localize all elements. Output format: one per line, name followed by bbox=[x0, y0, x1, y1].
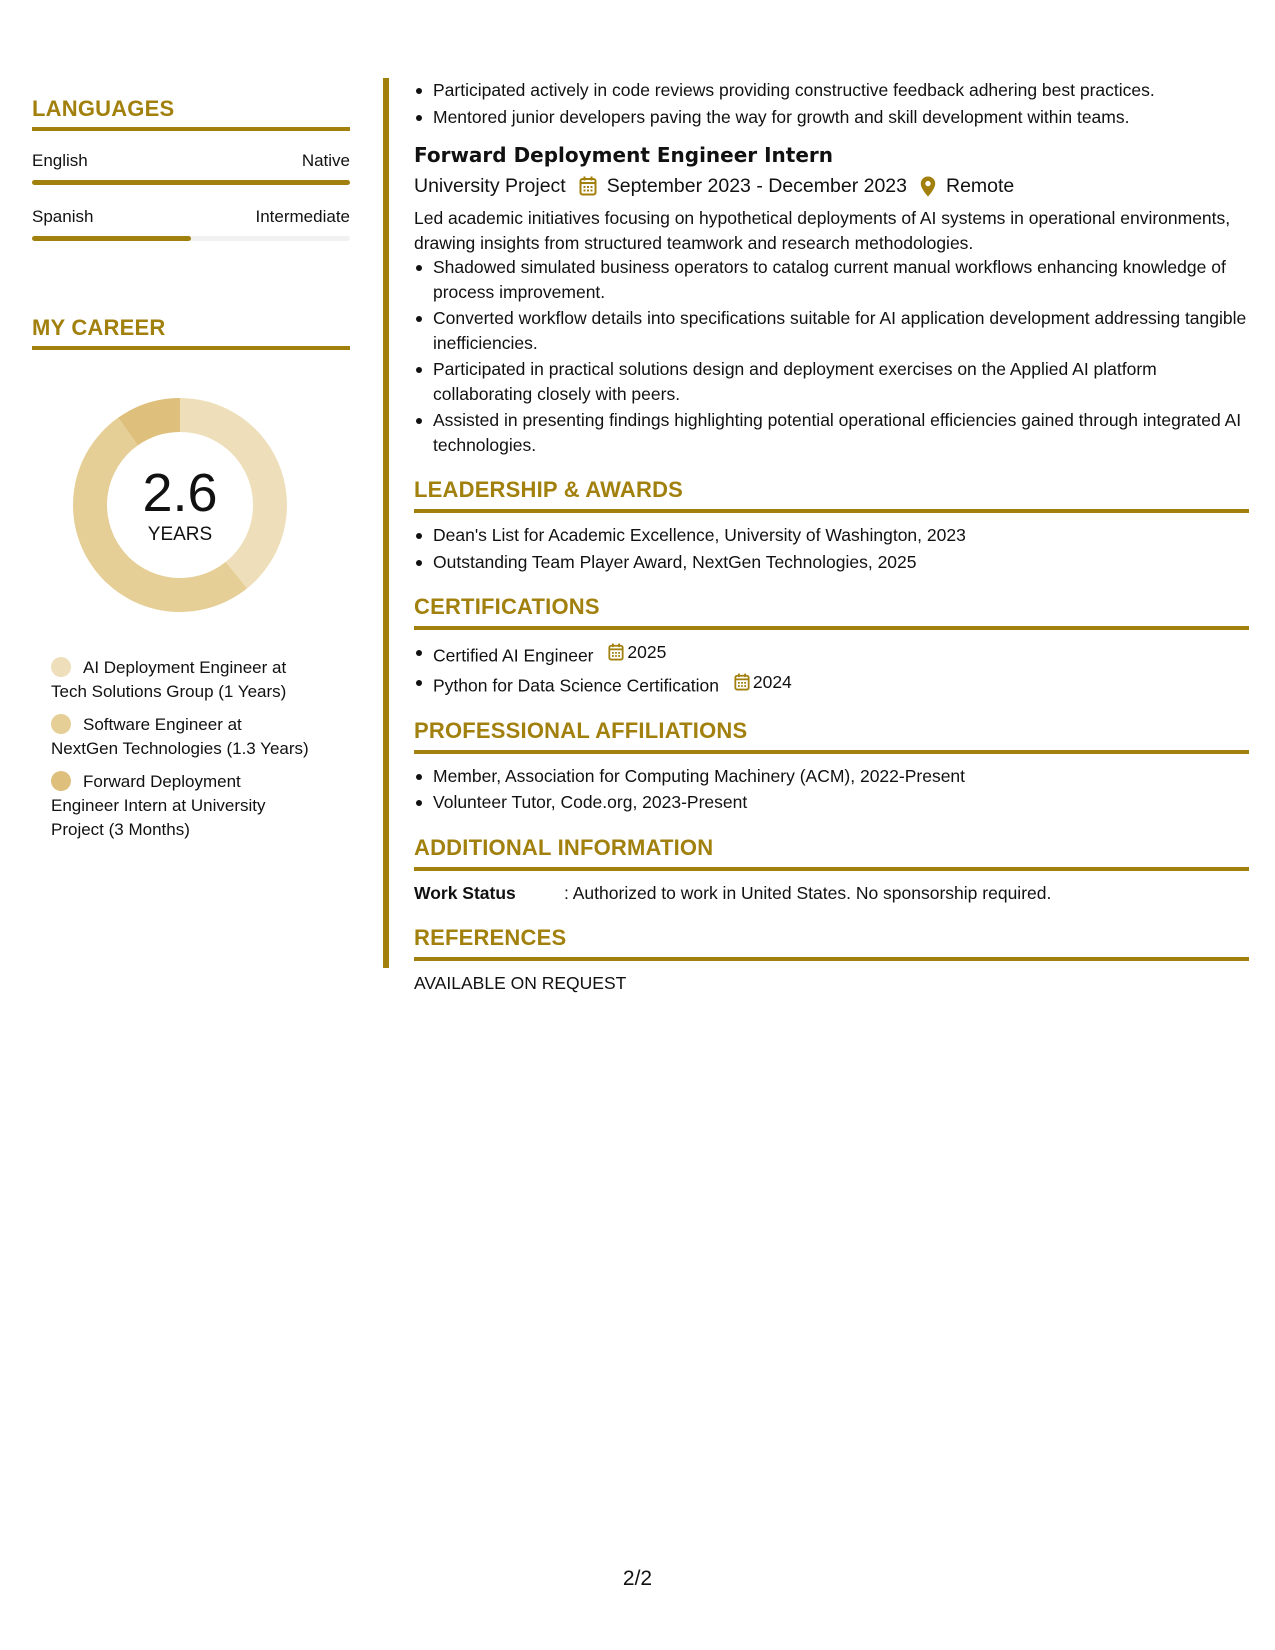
calendar-icon bbox=[608, 643, 624, 661]
list-item: Converted workflow details into specifications suitable for AI application development addressing tangible inefficiencies. bbox=[414, 306, 1249, 355]
page-number: 2/2 bbox=[622, 1567, 653, 1590]
legend-label: AI Deployment Engineer at Tech Solutions Group (1 Years) bbox=[51, 658, 287, 701]
language-name: Spanish bbox=[32, 207, 94, 226]
calendar-icon bbox=[734, 673, 750, 691]
legend-item bbox=[51, 656, 312, 704]
language-bar-fill bbox=[32, 236, 191, 241]
career-title: MY CAREER bbox=[32, 315, 166, 340]
language-bar bbox=[32, 180, 350, 185]
certifications-title: CERTIFICATIONS bbox=[414, 594, 600, 619]
legend-dot bbox=[51, 771, 71, 791]
legend-label: Forward Deployment Engineer Intern at University Project (3 Months) bbox=[51, 772, 266, 839]
list-item: Mentored junior developers paving the way for growth and skill development within teams. bbox=[414, 105, 1249, 130]
list-item: Volunteer Tutor, Code.org, 2023-Present bbox=[414, 790, 1249, 815]
language-item bbox=[32, 151, 350, 185]
career-total-value: 2.6 bbox=[142, 463, 218, 523]
language-name: English bbox=[32, 151, 88, 170]
job-meta bbox=[414, 172, 1249, 200]
language-level: Native bbox=[301, 151, 350, 170]
section-rule bbox=[32, 127, 350, 131]
references-title: REFERENCES bbox=[414, 924, 567, 950]
legend-dot bbox=[51, 714, 71, 734]
job-description: Led academic initiatives focusing on hypothetical deployments of AI systems in operational environments, drawing insights from structured teamwork and research methodologies. bbox=[414, 208, 1231, 253]
work-status-row bbox=[414, 881, 1249, 905]
section-rule bbox=[414, 957, 1249, 961]
legend-label: Software Engineer at NextGen Technologies (1.3 Years) bbox=[51, 715, 309, 758]
list-item bbox=[414, 640, 1249, 668]
job-location: Remote bbox=[945, 175, 1015, 197]
work-status-value: : Authorized to work in United States. No sponsorship required. bbox=[564, 882, 1052, 903]
cert-name: Python for Data Science Certification bbox=[433, 675, 719, 695]
job-bullets bbox=[414, 255, 1249, 457]
career-total-unit: YEARS bbox=[147, 524, 213, 545]
list-item: Shadowed simulated business operators to catalog current manual workflows enhancing knowledge of process improvement. bbox=[414, 255, 1249, 304]
work-status-label: Work Status bbox=[414, 882, 516, 903]
location-pin-icon bbox=[920, 176, 936, 197]
legend-dot bbox=[51, 657, 71, 677]
legend-item bbox=[51, 713, 312, 761]
languages-title: LANGUAGES bbox=[32, 96, 175, 121]
section-rule bbox=[414, 509, 1249, 513]
cert-year: 2024 bbox=[752, 671, 792, 692]
list-item bbox=[414, 670, 1249, 698]
affiliations-title: PROFESSIONAL AFFILIATIONS bbox=[414, 717, 748, 743]
awards-title: LEADERSHIP & AWARDS bbox=[414, 477, 684, 502]
sidebar bbox=[32, 96, 350, 851]
legend-item bbox=[51, 770, 312, 842]
references-section bbox=[414, 925, 1249, 995]
list-item: Assisted in presenting findings highlighting potential operational efficiencies gained through integrated AI technologies. bbox=[414, 408, 1249, 457]
cert-year: 2025 bbox=[627, 642, 667, 662]
section-rule bbox=[414, 867, 1249, 871]
additional-title: ADDITIONAL INFORMATION bbox=[414, 834, 714, 860]
references-text: AVAILABLE ON REQUEST bbox=[414, 972, 627, 993]
language-bar bbox=[32, 236, 350, 241]
language-level: Intermediate bbox=[255, 207, 350, 226]
job-entry bbox=[414, 141, 1249, 457]
list-item: Outstanding Team Player Award, NextGen Technologies, 2025 bbox=[414, 550, 1249, 575]
career-donut-chart bbox=[65, 390, 295, 620]
language-bar-fill bbox=[32, 180, 350, 185]
list-item: Participated actively in code reviews providing constructive feedback adhering best practices. bbox=[414, 78, 1249, 103]
career-section bbox=[32, 315, 350, 842]
calendar-icon bbox=[579, 176, 597, 196]
job-title: Forward Deployment Engineer Intern bbox=[414, 143, 834, 167]
main-content bbox=[414, 78, 1249, 995]
language-item bbox=[32, 207, 350, 241]
list-item: Dean's List for Academic Excellence, University of Washington, 2023 bbox=[414, 523, 1249, 548]
section-rule bbox=[32, 346, 350, 350]
experience-continued-bullets bbox=[414, 78, 1249, 129]
languages-section bbox=[32, 96, 350, 241]
awards-section bbox=[414, 477, 1249, 574]
affiliations-section bbox=[414, 718, 1249, 815]
job-dates: September 2023 - December 2023 bbox=[606, 175, 907, 197]
career-legend bbox=[32, 656, 312, 842]
list-item: Participated in practical solutions design and deployment exercises on the Applied AI platform collaborating closely with peers. bbox=[414, 357, 1249, 406]
section-rule bbox=[414, 750, 1249, 754]
section-rule bbox=[414, 626, 1249, 630]
additional-section bbox=[414, 835, 1249, 905]
list-item: Member, Association for Computing Machinery (ACM), 2022-Present bbox=[414, 764, 1249, 789]
cert-name: Certified AI Engineer bbox=[433, 645, 594, 666]
certifications-section bbox=[414, 594, 1249, 698]
job-company: University Project bbox=[414, 175, 566, 197]
column-divider bbox=[383, 78, 389, 968]
